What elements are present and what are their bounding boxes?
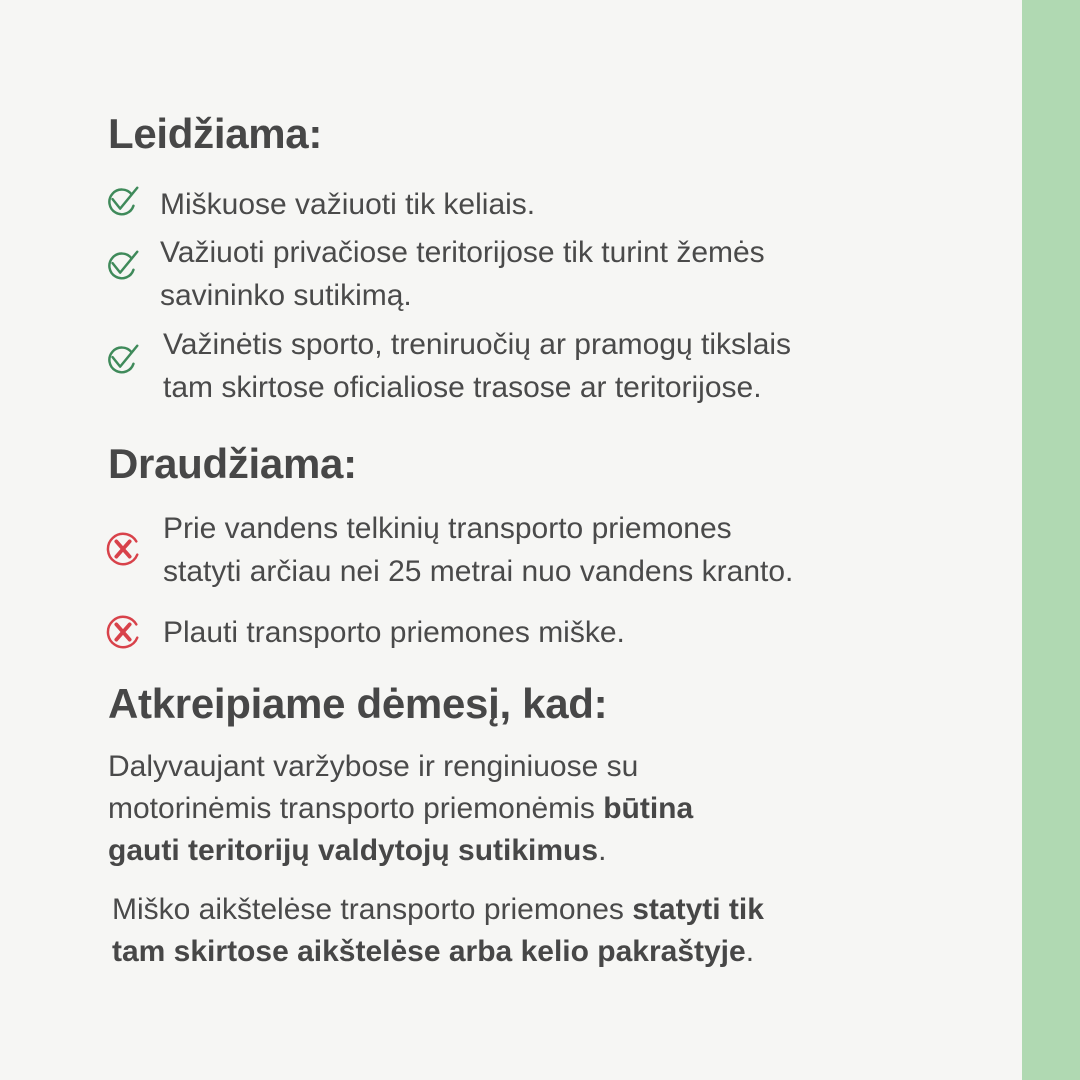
allowed-heading: Leidžiama: <box>108 110 323 157</box>
notice-p2-bold-1: statyti tik <box>632 893 764 926</box>
check-icon <box>104 183 142 221</box>
forbidden-heading: Draudžiama: <box>108 440 357 487</box>
check-icon <box>104 247 142 285</box>
notice-p2-period: . <box>745 935 755 968</box>
forbidden-item-2 <box>163 611 625 654</box>
notice-p1-line2: motorinėmis transporto priemonėmis <box>108 792 604 825</box>
notice-paragraph-2 <box>112 889 764 973</box>
notice-heading: Atkreipiame dėmesį, kad: <box>108 680 608 727</box>
allowed-item-3 <box>163 323 791 409</box>
check-icon <box>104 341 142 379</box>
allowed-item-3-line1: Važinėtis sporto, treniruočių ar pramogų tikslais <box>163 328 792 361</box>
allowed-item-2-line1: Važiuoti privačiose teritorijose tik turint žemės <box>160 236 765 269</box>
allowed-item-1 <box>160 183 535 226</box>
notice-p1-line1: Dalyvaujant varžybose ir renginiuose su <box>108 750 639 783</box>
forbidden-item-2-line1: Plauti transporto priemones miške. <box>163 616 625 649</box>
notice-p2-bold-2: tam skirtose aikštelėse arba kelio pakraštyje <box>112 935 746 968</box>
allowed-item-2 <box>160 231 765 317</box>
cross-icon <box>104 613 142 651</box>
forbidden-item-1-line2: statyti arčiau nei 25 metrai nuo vandens kranto. <box>163 555 794 588</box>
allowed-item-1-line1: Miškuose važiuoti tik keliais. <box>160 188 536 221</box>
side-accent-bar <box>1022 0 1080 1080</box>
cross-icon <box>104 530 142 568</box>
forbidden-item-1 <box>163 507 793 593</box>
notice-p2-line1: Miško aikštelėse transporto priemones <box>112 893 633 926</box>
notice-p1-period: . <box>598 834 607 867</box>
notice-p1-bold-2: gauti teritorijų valdytojų sutikimus <box>108 834 599 867</box>
notice-p1-bold-1: būtina <box>603 792 694 825</box>
allowed-item-3-line2: tam skirtose oficialiose trasose ar teritorijose. <box>163 371 762 404</box>
allowed-item-2-line2: savininko sutikimą. <box>160 279 412 312</box>
forbidden-item-1-line1: Prie vandens telkinių transporto priemones <box>163 512 732 545</box>
notice-paragraph-1 <box>108 746 693 872</box>
